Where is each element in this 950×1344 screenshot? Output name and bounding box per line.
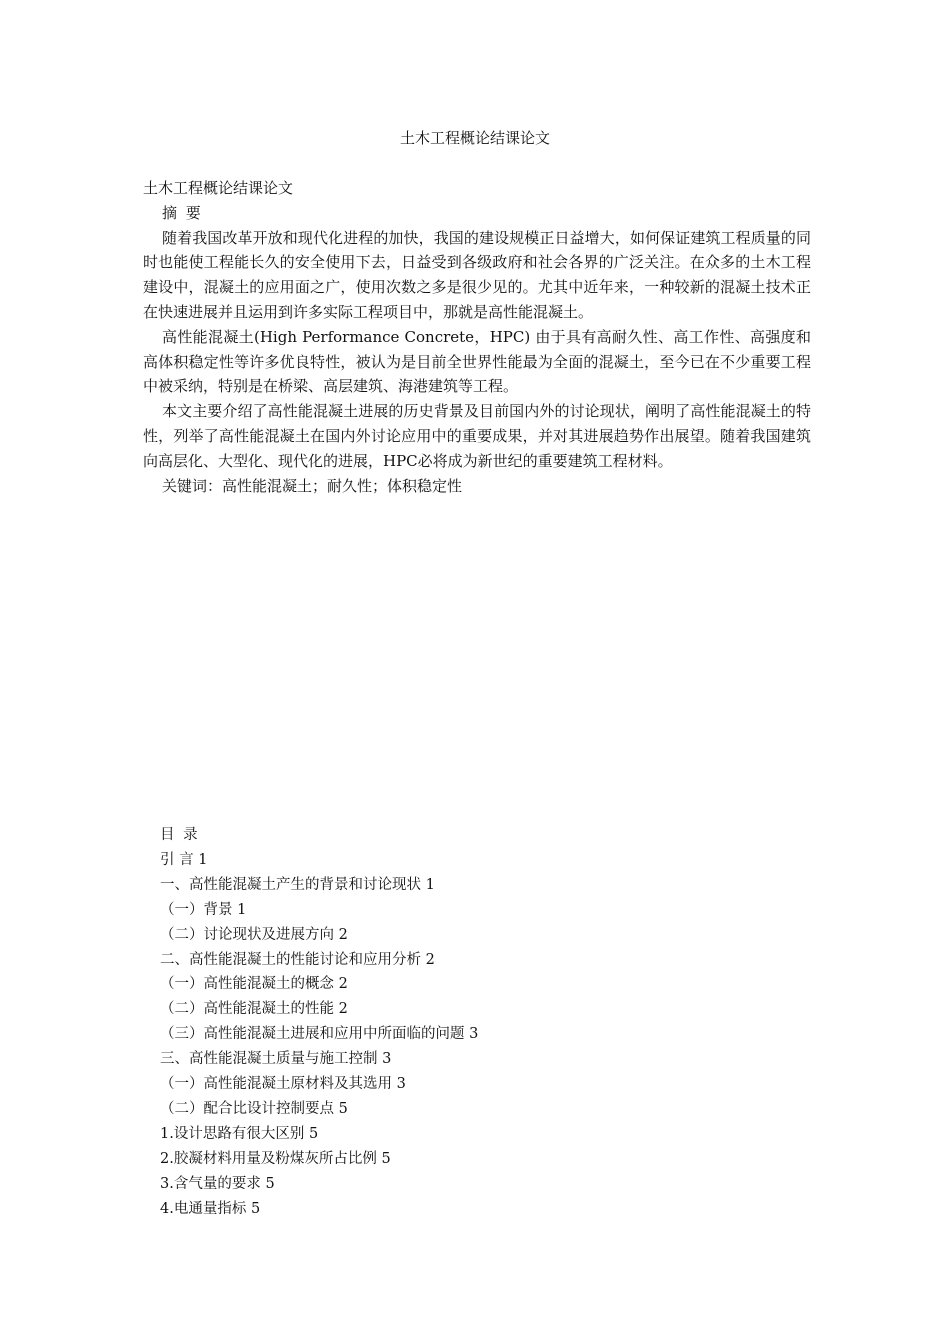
abstract-section [143,176,811,498]
toc-item: 2.胶凝材料用量及粉煤灰所占比例 5 [160,1150,391,1167]
toc-item: （二）配合比设计控制要点 5 [160,1100,348,1117]
toc-item: 4.电通量指标 5 [160,1200,261,1217]
toc-item: 二、高性能混凝土的性能讨论和应用分析 2 [160,951,435,968]
toc-item: 引 言 1 [160,851,208,868]
keywords-line: 关键词：高性能混凝土；耐久性；体积稳定性 [162,476,463,495]
toc-item: 三、高性能混凝土质量与施工控制 3 [160,1051,392,1068]
table-of-contents [160,823,800,1222]
toc-item: 3.含气量的要求 5 [160,1175,275,1192]
toc-heading: 目 录 [160,827,200,843]
toc-item: （一）背景 1 [160,901,247,918]
abstract-paragraph-1: 随着我国改革开放和现代化进程的加快，我国的建设规模正日益增大，如何保证建筑工程质量的同时也能使工程能长久的安全使用下去，日益受到各级政府和社会各界的广泛关注。在众多的土木工程建设中，混凝土的应用面之广，使用次数之多是很少见的。尤其中近年来，一种较新的混凝土技术正在快速进展并且运用到许多实际工程项目中，那就是高性能混凝土。 [143,228,811,321]
toc-item: （三）高性能混凝土进展和应用中所面临的问题 3 [160,1026,479,1043]
toc-item: （一）高性能混凝土的概念 2 [160,976,348,993]
toc-item: 一、高性能混凝土产生的背景和讨论现状 1 [160,876,435,893]
toc-item: 1.设计思路有很大区别 5 [160,1125,319,1142]
document-title: 土木工程概论结课论文 [143,179,294,197]
abstract-heading: 摘 要 [162,203,203,222]
toc-item: （二）讨论现状及进展方向 2 [160,926,348,943]
abstract-paragraph-2: 高性能混凝土(High Performance Concrete，HPC) 由于具有高耐久性、高工作性、高强度和高体积稳定性等许多优良特性，被认为是目前全世界性能最为全面的混凝土，至今已在不少重要工程中被采纳，特别是在桥梁、高层建筑、海港建筑等工程。 [143,327,811,396]
toc-item: （二）高性能混凝土的性能 2 [160,1001,348,1018]
page-title: 土木工程概论结课论文 [399,129,550,147]
abstract-paragraph-3: 本文主要介绍了高性能混凝土进展的历史背景及目前国内外的讨论现状，阐明了高性能混凝土的特性，列举了高性能混凝土在国内外讨论应用中的重要成果，并对其进展趋势作出展望。随着我国建筑向高层化、大型化、现代化的进展，HPC必将成为新世纪的重要建筑工程材料。 [143,402,811,470]
toc-item: （一）高性能混凝土原材料及其选用 3 [160,1076,406,1093]
